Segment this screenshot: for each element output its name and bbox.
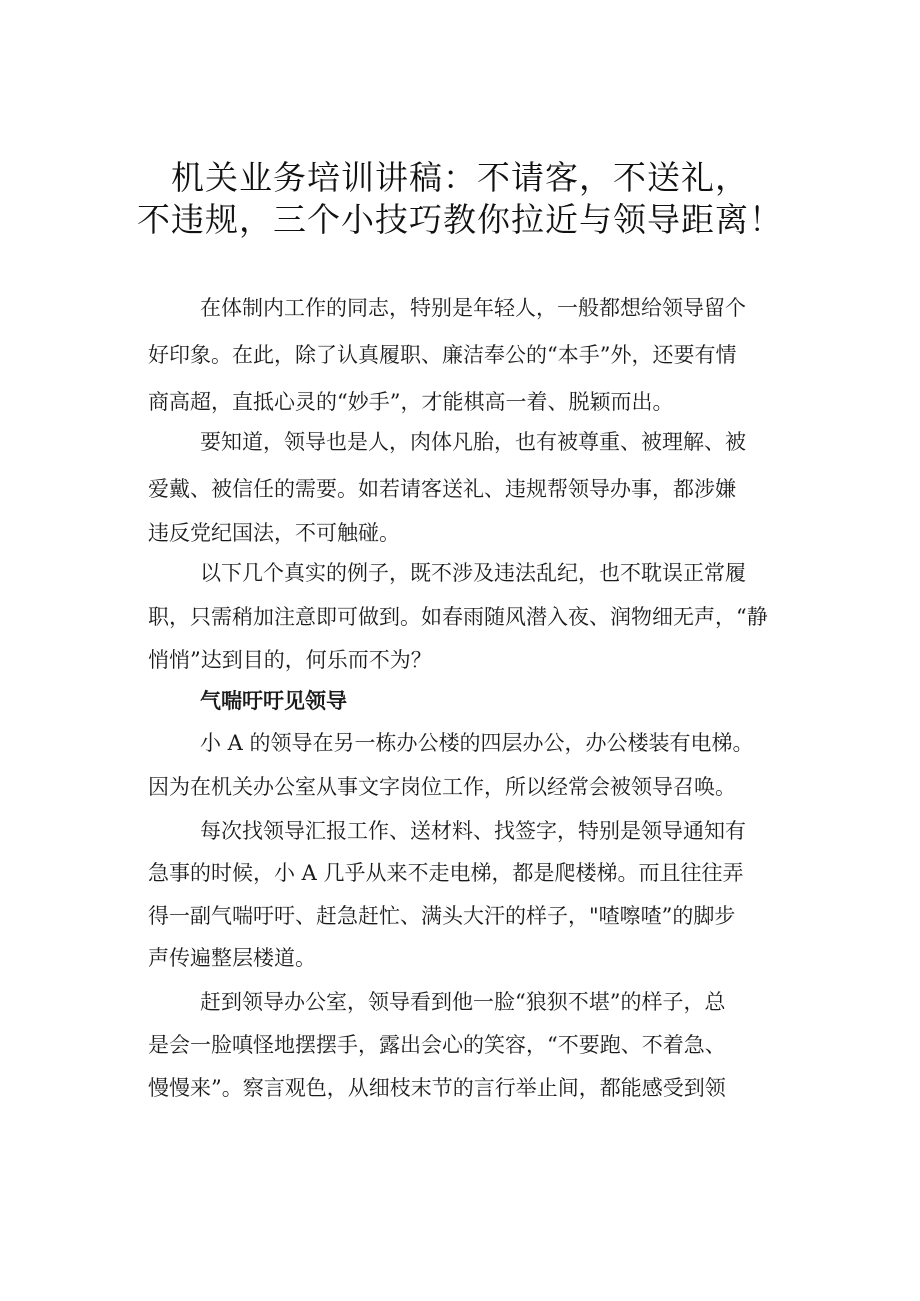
paragraph-line: 赶到领导办公室，领导看到他一脸“狼狈不堪”的样子，总 bbox=[200, 990, 726, 1014]
paragraph-line: 悄悄”达到目的，何乐而不为？ bbox=[148, 648, 432, 672]
paragraph-line: 小 A 的领导在另一栋办公楼的四层办公，办公楼装有电梯。 bbox=[200, 731, 754, 755]
paragraph-line: 要知道，领导也是人，肉体凡胎，也有被尊重、被理解、被 bbox=[200, 430, 746, 454]
paragraph-line: 声传遍整层楼道。 bbox=[148, 946, 316, 970]
paragraph-line: 爱戴、被信任的需要。如若请客送礼、违规帮领导办事，都涉嫌 bbox=[148, 477, 736, 501]
paragraph-line: 好印象。在此，除了认真履职、廉洁奉公的“本手”外，还要有情 bbox=[148, 343, 737, 367]
paragraph-line: 每次找领导汇报工作、送材料、找签字，特别是领导通知有 bbox=[200, 819, 746, 843]
paragraph-line: 职，只需稍加注意即可做到。如春雨随风潜入夜、润物细无声，“静 bbox=[148, 605, 768, 629]
paragraph-line: 慢慢来”。察言观色，从细枝末节的言行举止间，都能感受到领 bbox=[148, 1076, 726, 1100]
paragraph-line: 急事的时候，小 A 几乎从来不走电梯，都是爬楼梯。而且往往弄 bbox=[148, 861, 744, 885]
document-title-line-1: 机关业务培训讲稿：不请客，不送礼， bbox=[171, 158, 749, 197]
paragraph-line: 因为在机关办公室从事文字岗位工作，所以经常会被领导召唤。 bbox=[148, 775, 736, 799]
section-heading: 气喘吁吁见领导 bbox=[200, 688, 347, 713]
paragraph-line: 商高超，直抵心灵的“妙手”，才能棋高一着、脱颖而出。 bbox=[148, 390, 674, 414]
document-title-line-2: 不违规，三个小技巧教你拉近与领导距离！ bbox=[137, 200, 783, 239]
paragraph-line: 在体制内工作的同志，特别是年轻人，一般都想给领导留个 bbox=[200, 296, 746, 320]
paragraph-line: 违反党纪国法，不可触碰。 bbox=[148, 521, 400, 545]
paragraph-line: 得一副气喘吁吁、赶急赶忙、满头大汗的样子，"喳嚓喳”的脚步 bbox=[148, 904, 736, 928]
paragraph-line: 以下几个真实的例子，既不涉及违法乱纪，也不耽误正常履 bbox=[200, 561, 746, 585]
paragraph-line: 是会一脸嗔怪地摆摆手，露出会心的笑容，“不要跑、不着急、 bbox=[148, 1033, 726, 1057]
